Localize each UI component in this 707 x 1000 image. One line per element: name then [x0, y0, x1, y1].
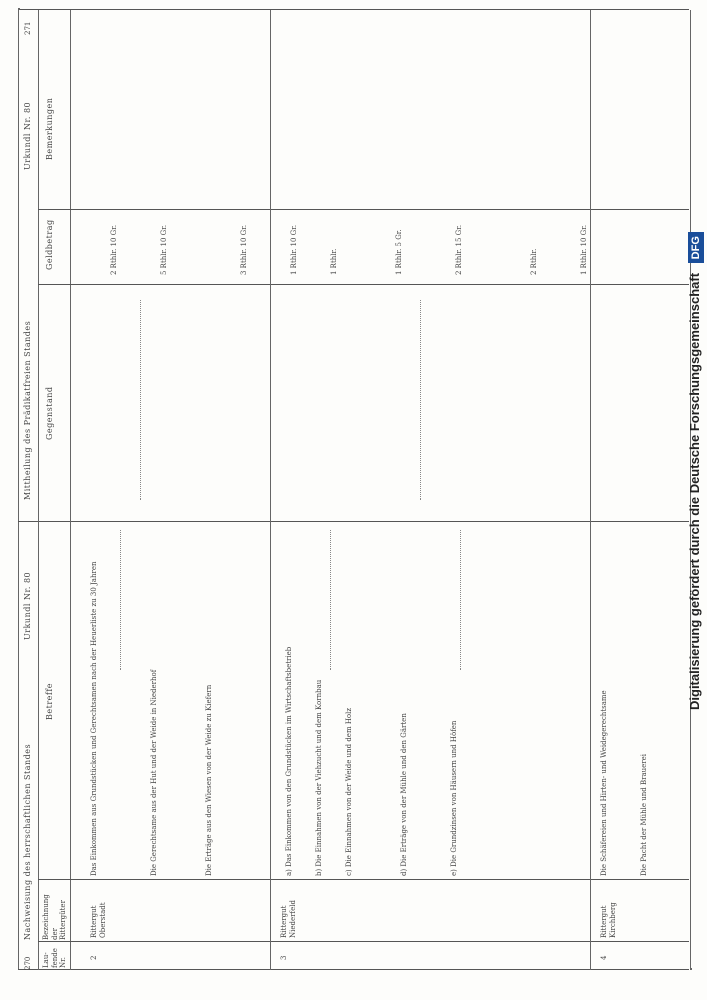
col-sep-2 [38, 879, 689, 880]
row-entry: Die Erträge aus den Wiesen von der Weide zu Kiefern [205, 684, 213, 876]
dfg-banner [685, 10, 705, 710]
col-sep-3 [38, 284, 689, 285]
row-divider [590, 10, 591, 970]
left-title: Nachweisung des herrschaftlichen Standes [23, 743, 32, 940]
row-entry: b) Die Einnahmen von der Viehzucht und dem Kornbau [315, 679, 323, 876]
row-gut: Rittergut Oberstadt [90, 902, 107, 938]
col-betreffe: Betreffe [45, 682, 54, 720]
left-doc-ref: Urkundl Nr. 80 [23, 571, 32, 640]
amount: 1 Rthlr. 10 Gr. [290, 224, 298, 275]
right-header-rule [38, 10, 39, 522]
right-doc-ref: Urkundl Nr. 80 [23, 101, 32, 170]
row-entry: Das Einkommen aus Grundstücken und Gerechtsamen nach der Heuerliste zu 30 Jahren [90, 561, 98, 876]
right-title: Mittheilung des Prädikatfreien Standes [23, 320, 32, 500]
dotted-leader [330, 530, 331, 670]
col-geld: Geldbetrag [45, 219, 54, 270]
amount: 2 Rthlr. 10 Gr. [110, 224, 118, 275]
dfg-logo: DFG [688, 232, 704, 263]
row-entry: Die Schäfereien und Hirten- und Weidegerechtsame [600, 690, 608, 876]
amount: 1 Rthlr. 10 Gr. [580, 224, 588, 275]
col-sep-1 [38, 941, 689, 942]
dotted-leader [460, 530, 461, 670]
row-nr: 3 [280, 955, 288, 960]
col-bemerkungen: Bemerkungen [45, 97, 54, 160]
banner-text: Digitalisierung gefördert durch die Deutsche Forschungsgemeinschaft [687, 272, 702, 710]
dotted-leader [140, 300, 141, 500]
col-gegenstand: Gegenstand [45, 386, 54, 440]
right-subheader-rule [70, 10, 71, 522]
page-number-left: 270 [24, 956, 32, 970]
row-entry: Die Pacht der Mühle und Brauerei [640, 753, 648, 876]
amount: 2 Rthlr. 15 Gr. [455, 224, 463, 275]
center-fold [18, 521, 689, 522]
row-gut: Rittergut Niederfeld [280, 900, 297, 938]
dotted-leader [420, 300, 421, 500]
dotted-leader [120, 530, 121, 670]
amount: 1 Rthlr. [330, 248, 338, 275]
col-bezeichnung: Bezeichnung der Rittergüter [42, 894, 67, 940]
row-divider [270, 10, 271, 970]
col-lfd: Lau-fende Nr. [42, 948, 67, 968]
right-frame [18, 9, 689, 10]
row-entry: d) Die Erträge von der Mühle und den Gärten [400, 713, 408, 876]
amount: 3 Rthlr. 10 Gr. [240, 224, 248, 275]
row-gut: Rittergut Kirchberg [600, 902, 617, 938]
amount: 1 Rthlr. 5 Gr. [395, 229, 403, 275]
left-frame [18, 969, 689, 970]
page-number-right: 271 [24, 21, 32, 35]
left-subheader-rule [70, 522, 71, 970]
row-entry: a) Das Einkommen von den Grundstücken im Wirtschaftsbetrieb [285, 646, 293, 876]
col-sep-4 [38, 209, 689, 210]
corner-mark [18, 8, 20, 10]
row-entry: c) Die Einnahmen von der Weide und dem Holz [345, 707, 353, 876]
amount: 5 Rthlr. 10 Gr. [160, 224, 168, 275]
row-entry: e) Die Grundzinsen von Häusern und Höfen [450, 720, 458, 876]
row-nr: 2 [90, 955, 98, 960]
row-nr: 4 [600, 955, 608, 960]
top-rule [18, 10, 19, 970]
amount: 2 Rthlr. [530, 248, 538, 275]
corner-mark [690, 968, 692, 970]
left-header-rule [38, 522, 39, 970]
row-entry: Die Gerechtsame aus der Hut und der Weide in Niederhof [150, 669, 158, 876]
